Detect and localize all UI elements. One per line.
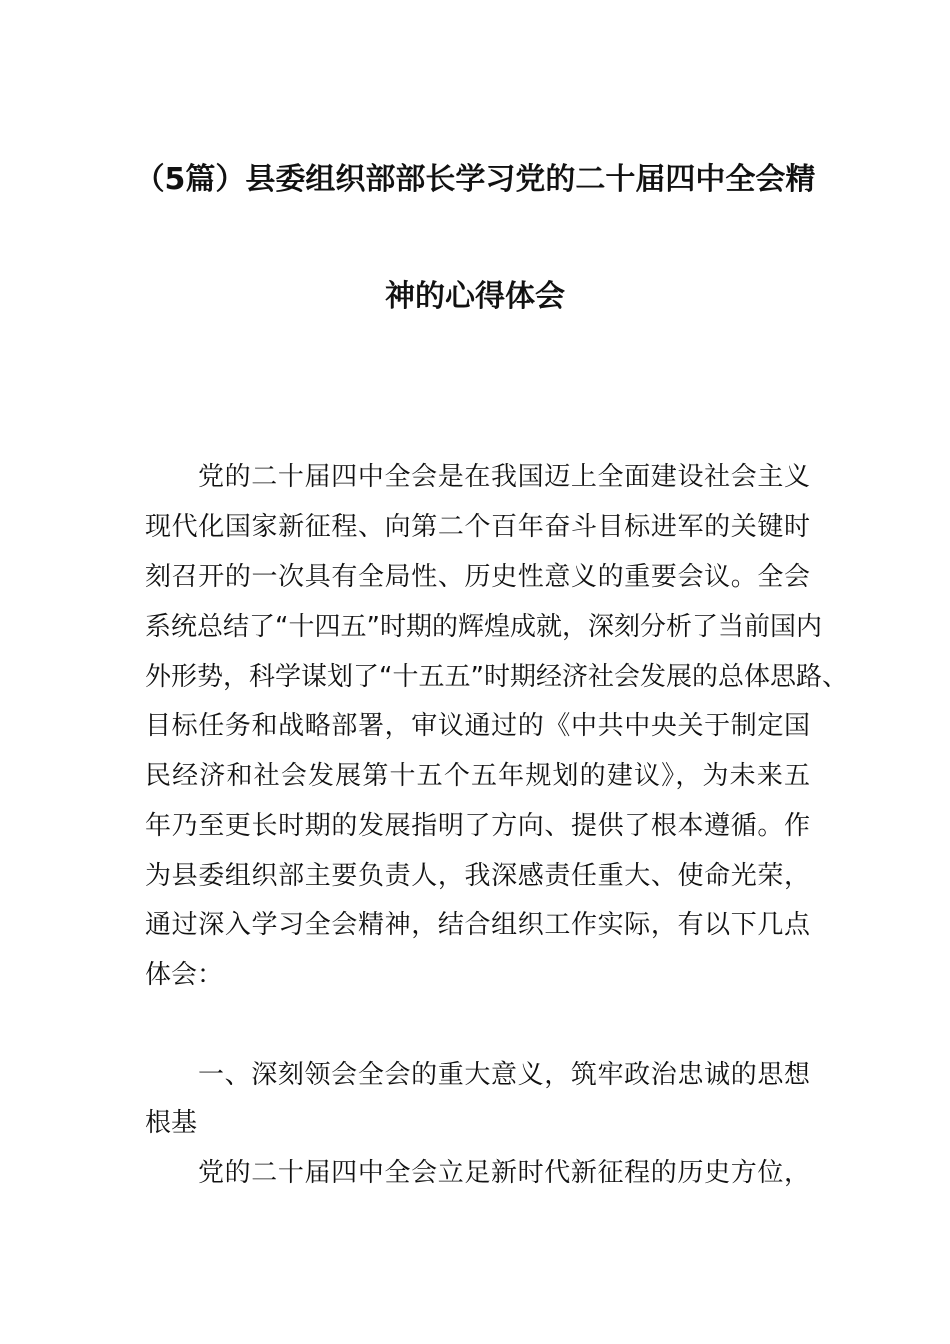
paragraph-line: 外形势，科学谋划了“十五五”时期经济社会发展的总体思路、 [145, 662, 848, 692]
paragraph-line: 刻召开的一次具有全局性、历史性意义的重要会议。全会 [145, 562, 810, 592]
heading-line: 根基 [145, 1108, 198, 1138]
paragraph-line: 民经济和社会发展第十五个五年规划的建议》，为未来五 [145, 761, 810, 791]
section-1-paragraph-line: 党的二十届四中全会立足新时代新征程的历史方位， [198, 1158, 810, 1188]
paragraph-line: 通过深入学习全会精神，结合组织工作实际，有以下几点 [145, 910, 810, 940]
heading-line: 一、深刻领会全会的重大意义，筑牢政治忠诚的思想 [198, 1060, 810, 1090]
paragraph-line: 系统总结了“十四五”时期的辉煌成就，深刻分析了当前国内 [145, 612, 822, 642]
paragraph-line: 现代化国家新征程、向第二个百年奋斗目标进军的关键时 [145, 512, 810, 542]
paragraph-line: 年乃至更长时期的发展指明了方向、提供了根本遵循。作 [145, 811, 810, 841]
paragraph-line: 为县委组织部主要负责人，我深感责任重大、使命光荣， [145, 861, 810, 891]
paragraph-line: 党的二十届四中全会是在我国迈上全面建设社会主义 [198, 462, 810, 492]
document-title-line-1: （5篇）县委组织部部长学习党的二十届四中全会精 [134, 162, 816, 197]
document-title-line-2: 神的心得体会 [385, 279, 565, 314]
paragraph-line: 目标任务和战略部署，审议通过的《中共中央关于制定国 [145, 711, 810, 741]
paragraph-line: 体会： [145, 960, 224, 990]
